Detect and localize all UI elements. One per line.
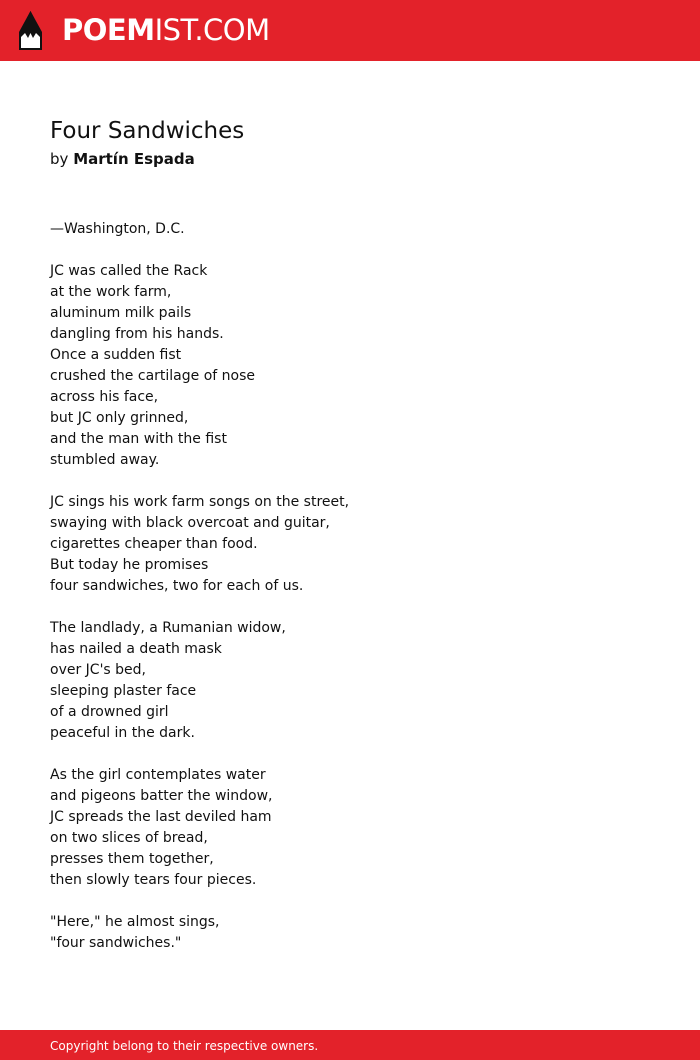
poem-title: Four Sandwiches <box>50 118 245 144</box>
poem-line: but JC only grinned, <box>50 410 189 426</box>
poem-line: Once a sudden fist <box>50 347 182 363</box>
poem-line: JC spreads the last deviled ham <box>50 809 272 825</box>
poem-line: has nailed a death mask <box>50 641 222 657</box>
poem-line: and the man with the fist <box>50 431 227 447</box>
poem-line: But today he promises <box>50 557 209 573</box>
poem-line <box>50 597 349 618</box>
poem-line: crushed the cartilage of nose <box>50 368 255 384</box>
poem-line: over JC's bed, <box>50 662 147 678</box>
poem-line <box>50 471 349 492</box>
poem-line: —Washington, D.C. <box>50 221 185 237</box>
poem-line: As the girl contemplates water <box>50 767 266 783</box>
poem-line: JC sings his work farm songs on the street, <box>50 494 350 510</box>
logo-thin-text: IST.COM <box>154 13 270 47</box>
byline <box>50 148 195 170</box>
poem-line: across his face, <box>50 389 159 405</box>
poem-line: stumbled away. <box>50 452 160 468</box>
poem-line: of a drowned girl <box>50 704 169 720</box>
poem-line: aluminum milk pails <box>50 305 192 321</box>
site-footer <box>0 1030 700 1060</box>
poem-line: four sandwiches, two for each of us. <box>50 578 304 594</box>
site-header <box>0 0 700 61</box>
poem-line <box>50 891 349 912</box>
poem-line: and pigeons batter the window, <box>50 788 273 804</box>
site-logo[interactable] <box>62 12 270 48</box>
poem-line: swaying with black overcoat and guitar, <box>50 515 330 531</box>
poem-line: then slowly tears four pieces. <box>50 872 257 888</box>
poem-line: on two slices of bread, <box>50 830 208 846</box>
by-label: by <box>50 150 69 168</box>
poem-line <box>50 240 349 261</box>
poem-line: peaceful in the dark. <box>50 725 195 741</box>
poem-body <box>50 219 349 954</box>
pencil-icon <box>18 10 43 51</box>
poem-line: The landlady, a Rumanian widow, <box>50 620 286 636</box>
logo-bold-text: POEM <box>62 13 155 47</box>
poem-line <box>50 744 349 765</box>
poem-line: "four sandwiches." <box>50 935 182 951</box>
copyright-text: Copyright belong to their respective owners. <box>50 1039 319 1053</box>
poem-line: cigarettes cheaper than food. <box>50 536 258 552</box>
poem-line: dangling from his hands. <box>50 326 224 342</box>
author-name: Martín Espada <box>73 150 195 168</box>
poem-line: at the work farm, <box>50 284 172 300</box>
poem-line: presses them together, <box>50 851 214 867</box>
poem-line: JC was called the Rack <box>50 263 208 279</box>
poem-line: sleeping plaster face <box>50 683 197 699</box>
poem-line: "Here," he almost sings, <box>50 914 220 930</box>
